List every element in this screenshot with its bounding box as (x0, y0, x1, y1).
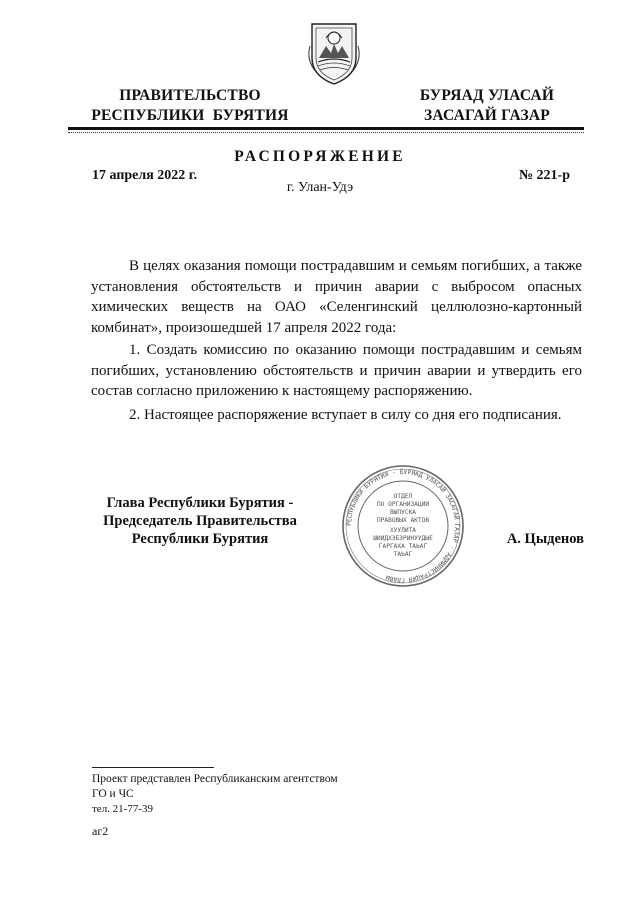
seal-line-1: ОТДЕЛ (393, 493, 413, 500)
header-left-line2: РЕСПУБЛИКИ БУРЯТИЯ (91, 107, 289, 124)
seal-line-5: ХУУЛИТА (389, 527, 417, 534)
official-seal-icon (340, 463, 466, 589)
signatory-position-line1: Глава Республики Бурятия - (106, 495, 294, 511)
header-left (80, 86, 300, 126)
body-paragraph-2 (91, 340, 582, 402)
footer-line-2: ГО и ЧС (92, 788, 134, 800)
coat-of-arms-icon (304, 18, 364, 88)
document-city: г. Улан-Удэ (286, 180, 354, 195)
footer-code: аг2 (92, 824, 109, 838)
body-paragraph-1 (91, 256, 582, 338)
seal-line-3: ВЫПУСКА (389, 509, 417, 516)
body-paragraph-3 (91, 405, 582, 426)
seal-line-6: ШИИДХЭБЭРИНУУДЫЕ (373, 535, 433, 542)
signatory-position-line3: Республики Бурятия (131, 531, 269, 547)
footer-divider (92, 767, 214, 768)
seal-line-2: ПО ОРГАНИЗАЦИИ (376, 501, 430, 508)
header-divider-dotted (68, 132, 584, 133)
svg-text:РЕСПУБЛИКИ БУРЯТИЯ · БУРЯАД УЛ (346, 469, 462, 583)
paragraph-2-text: 1. Создать комиссию по оказанию помощи пострадавшим и семьям погибших, установлению обстоятельств и причин аварии и утвердить его состав согласно приложению к настоящему распоряжению. (91, 342, 582, 399)
seal-line-8: ТАЬАГ (393, 551, 413, 558)
header-divider (68, 127, 584, 130)
paragraph-3-text: 2. Настоящее распоряжение вступает в силу со дня его подписания. (129, 407, 562, 423)
seal-outer-text: РЕСПУБЛИКИ БУРЯТИЯ · БУРЯАД УЛАСАЙ ЗАСАГАЙ ГАЗАР · АДМИНИСТРАЦИЯ ГЛАВЫ (345, 468, 461, 584)
header-right-line2: ЗАСАГАЙ ГАЗАР (424, 107, 550, 124)
document-number: № 221-р (518, 168, 570, 183)
header-right (404, 86, 570, 126)
document-title: РАСПОРЯЖЕНИЕ (234, 148, 406, 165)
seal-line-4: ПРАВОВЫХ АКТОВ (376, 517, 430, 524)
signatory-position (80, 494, 320, 548)
signatory-name: А. Цыденов (506, 531, 584, 547)
header-right-line1: БУРЯАД УЛАСАЙ (419, 87, 555, 104)
document-date: 17 апреля 2022 г. (92, 168, 198, 183)
paragraph-1-text: В целях оказания помощи пострадавшим и семьям погибших, а также установления обстоятельств и причин аварии с выбросом опасных химических веществ на ОАО «Селенгинский целлюлозно-картонный комбинат», произошедшей 17 апреля 2022 года: (91, 258, 582, 336)
signatory-position-line2: Председатель Правительства (103, 513, 297, 529)
header-left-line1: ПРАВИТЕЛЬСТВО (119, 87, 261, 104)
footer-phone: тел. 21-77-39 (92, 803, 154, 815)
footer-line-1: Проект представлен Республиканским агентством (92, 773, 338, 785)
seal-line-7: ГАРГАХА ТАЬАГ (378, 543, 428, 550)
